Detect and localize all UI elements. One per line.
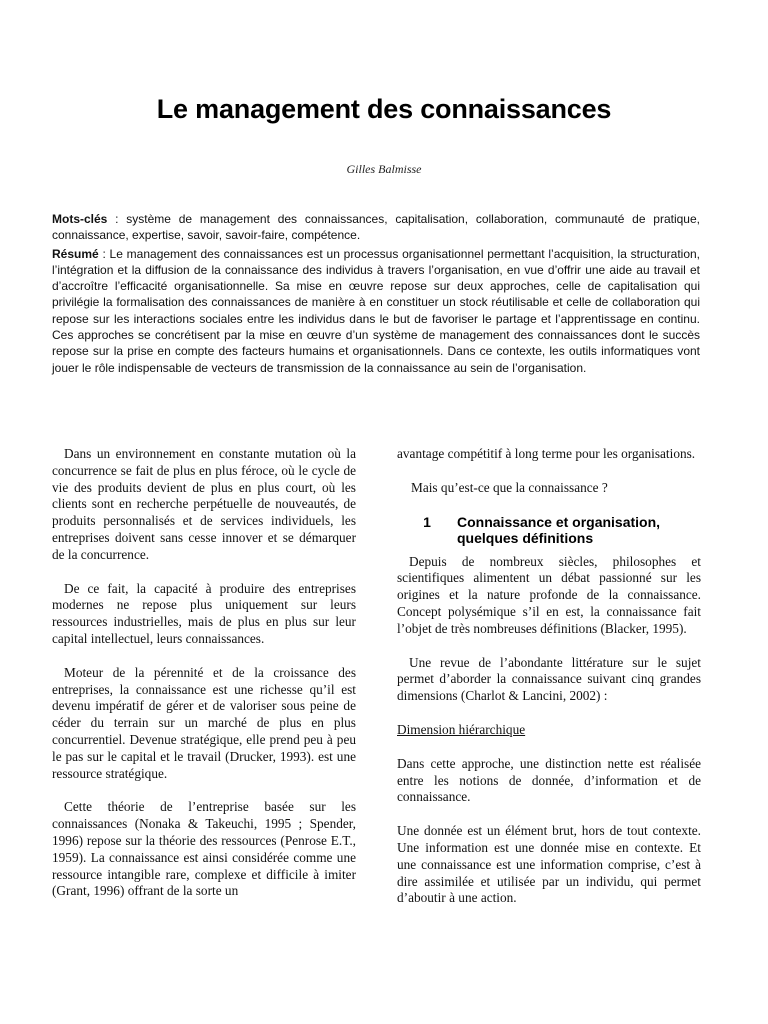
keywords-paragraph <box>52 211 700 244</box>
abstract-block <box>52 211 700 378</box>
body-paragraph: Dans un environnement en constante mutation où la concurrence se fait de plus en plus féroce, où le cycle de vie des produits devient de plus en plus court, où les clients sont en recherche perpétuelle de nouveautés, de produits personnalisés et de services individuels, les entreprises doivent sans cesse innover et se démarquer de la concurrence. <box>52 446 356 562</box>
left-column <box>52 446 356 917</box>
body-paragraph: Une revue de l’abondante littérature sur le sujet permet d’aborder la connaissance suivant cinq grandes dimensions (Charlot & Lancini, 2002) : <box>397 654 701 704</box>
body-paragraph: Moteur de la pérennité et de la croissance des entreprises, la connaissance est une richesse qu’il est devenu impératif de gérer et de valoriser sous peine de céder du terrain sur un marché de plus en plus concurrentiel. Devenue stratégique, elle prend peu à peu le pas sur le capital et le travail (Drucker, 1993). est une ressource stratégique. <box>52 664 356 781</box>
keywords-text: : système de management des connaissances, capitalisation, collaboration, communauté de pratique, connaissance, expertise, savoir, savoir-faire, compétence. <box>52 212 700 243</box>
page-title: Le management des connaissances <box>156 94 612 124</box>
section-heading <box>397 514 701 546</box>
right-column <box>397 446 701 924</box>
section-number: 1 <box>423 513 431 530</box>
body-paragraph: Depuis de nombreux siècles, philosophes et scientifiques alimentent un débat passionné sur les origines et la nature profonde de la connaissance. Concept polysémique s’il en est, la connaissance fait l’objet de très nombreuses définitions (Blacker, 1995). <box>397 553 701 636</box>
section-title: Connaissance et organisation, quelques définitions <box>457 513 661 546</box>
body-paragraph: De ce fait, la capacité à produire des entreprises modernes ne repose plus uniquement sur leurs ressources industrielles, mais de plus en plus sur leur capital intellectuel, leurs connaissances. <box>52 580 356 646</box>
body-paragraph: Une donnée est un élément brut, hors de tout contexte. Une information est une donnée mise en contexte. Et une connaissance est une information comprise, c’est à dire assimilée et utilisée par un individu, qui permet d’aboutir à une action. <box>397 823 701 906</box>
keywords-label: Mots-clés <box>52 212 108 226</box>
question-paragraph: Mais qu’est-ce que la connaissance ? <box>411 479 608 495</box>
summary-label: Résumé <box>52 246 99 261</box>
body-paragraph: Dans cette approche, une distinction nette est réalisée entre les notions de donnée, d’information et de connaissance. <box>397 755 701 805</box>
body-paragraph: Cette théorie de l’entreprise basée sur les connaissances (Nonaka & Takeuchi, 1995 ; Spender, 1996) repose sur la théorie des ressources (Penrose E.T., 1959). La connaissance est ainsi considérée comme une ressource intangible rare, complexe et difficile à imiter (Grant, 1996) offrant de la sorte un <box>52 799 356 899</box>
subheading: Dimension hiérarchique <box>397 721 526 737</box>
summary-text: : Le management des connaissances est un processus organisationnel permettant l’acquisition, la structuration, l’intégration et la diffusion de la connaissance des individus à travers l’organisation, en vue d’offrir une aide au travail et d’accroître l’efficacité organisationnelle. Sa mise en œuvre repose sur deux approches, celle de capitalisation qui privilégie la formalisation des connaissances de manière à en constituer un stock réutilisable et celle de collaboration qui repose sur les interactions sociales entre les individus dans le but de favoriser le partage et l’apprentissage en continu. Ces approches se concrétisent par la mise en œuvre d’un système de management des connaissances dont le succès repose sur la prise en compte des facteurs humains et organisationnels. Dans ce contexte, les outils informatiques vont jouer le rôle indispensable de vecteurs de transmission de la connaissance au sein de l’organisation. <box>52 246 700 375</box>
author-name: Gilles Balmisse <box>346 162 422 176</box>
summary-paragraph <box>52 246 700 376</box>
body-paragraph: avantage compétitif à long terme pour les organisations. <box>397 446 696 461</box>
